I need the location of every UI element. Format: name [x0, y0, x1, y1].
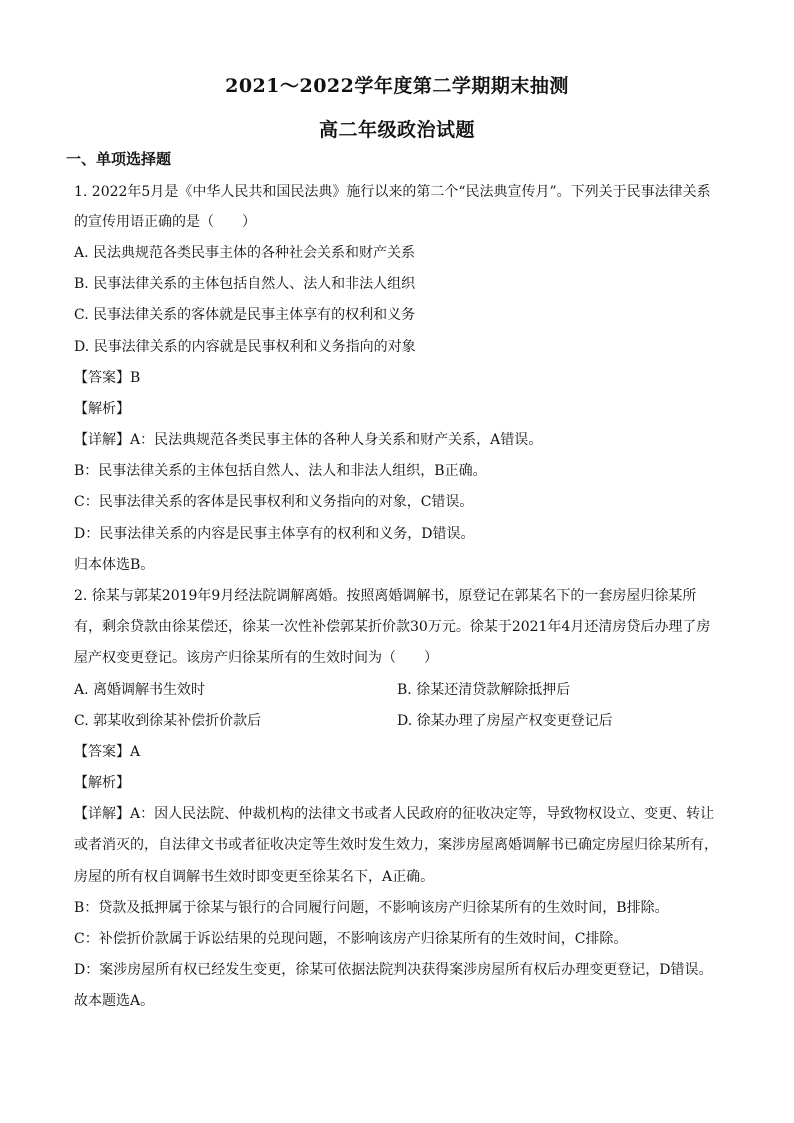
q1-conclusion: 归本体选B。 — [74, 557, 155, 573]
page-subtitle: 高二年级政治试题 — [318, 119, 475, 141]
q2-analysis-label: 【解析】 — [74, 775, 130, 791]
q2-detail-line3: 房屋的所有权自调解书生效时即变更至徐某名下，A正确。 — [74, 869, 435, 885]
q2-option-c: C. 郭某收到徐某补偿折价款后 — [74, 713, 262, 729]
q2-answer: 【答案】A — [74, 744, 141, 760]
q2-option-b: B. 徐某还清贷款解除抵押后 — [397, 682, 571, 698]
q2-conclusion: 故本题选A。 — [74, 993, 155, 1009]
q1-option-d: D. 民事法律关系的内容就是民事权利和义务指向的对象 — [74, 339, 416, 355]
q2-options-row2 — [74, 711, 720, 731]
q1-answer: 【答案】B — [74, 370, 141, 386]
q1-detail-line1: 【详解】A：民法典规范各类民事主体的各种人身关系和财产关系，A错误。 — [74, 432, 543, 448]
q1-option-c: C. 民事法律关系的客体就是民事主体享有的权利和义务 — [74, 307, 416, 323]
q2-detail-line5: C：补偿折价款属于诉讼结果的兑现问题，不影响该房产归徐某所有的生效时间，C排除。 — [74, 931, 628, 947]
page-title: 2021～2022学年度第二学期期末抽测 — [225, 75, 569, 97]
q1-stem-line1: 1. 2022年5月是《中华人民共和国民法典》施行以来的第二个“民法典宣传月”。下列关于民事法律关系 — [74, 184, 711, 200]
q2-stem-line3: 屋产权变更登记。该房产归徐某所有的生效时间为（ ） — [74, 650, 438, 666]
q2-stem-line1: 2. 徐某与郭某2019年9月经法院调解离婚。按照离婚调解书，原登记在郭某名下的一套房屋归徐某所 — [74, 588, 697, 604]
q2-detail-line6: D：案涉房屋所有权已经发生变更，徐某可依据法院判决获得案涉房屋所有权后办理变更登记，D错误。 — [74, 962, 713, 978]
q2-stem-line2: 有，剩余贷款由徐某偿还，徐某一次性补偿郭某折价款30万元。徐某于2021年4月还清房贷后办理了房 — [74, 619, 711, 635]
section-heading: 一、单项选择题 — [66, 150, 172, 168]
q1-detail-line4: D：民事法律关系的内容是民事主体享有的权利和义务，D错误。 — [74, 526, 475, 542]
q1-detail-line2: B：民事法律关系的主体包括自然人、法人和非法人组织，B正确。 — [74, 463, 487, 479]
q2-option-d: D. 徐某办理了房屋产权变更登记后 — [397, 713, 613, 729]
q1-stem-line2: 的宣传用语正确的是（ ） — [74, 214, 256, 230]
q1-option-a: A. 民法典规范各类民事主体的各种社会关系和财产关系 — [74, 245, 416, 261]
q1-option-b: B. 民事法律关系的主体包括自然人、法人和非法人组织 — [74, 276, 416, 292]
q1-analysis-label: 【解析】 — [74, 401, 130, 417]
q2-options-row1 — [74, 680, 720, 700]
q2-detail-line1: 【详解】A：因人民法院、仲裁机构的法律文书或者人民政府的征收决定等，导致物权设立、变更、转让 — [74, 806, 715, 822]
q2-option-a: A. 离婚调解书生效时 — [74, 682, 206, 698]
q1-detail-line3: C：民事法律关系的客体是民事权利和义务指向的对象，C错误。 — [74, 494, 474, 510]
q2-detail-line2: 或者消灭的，自法律文书或者征收决定等生效时发生效力，案涉房屋离婚调解书已确定房屋归徐某所有， — [74, 837, 718, 853]
q2-detail-line4: B：贷款及抵押属于徐某与银行的合同履行问题，不影响该房产归徐某所有的生效时间，B排除。 — [74, 900, 669, 916]
